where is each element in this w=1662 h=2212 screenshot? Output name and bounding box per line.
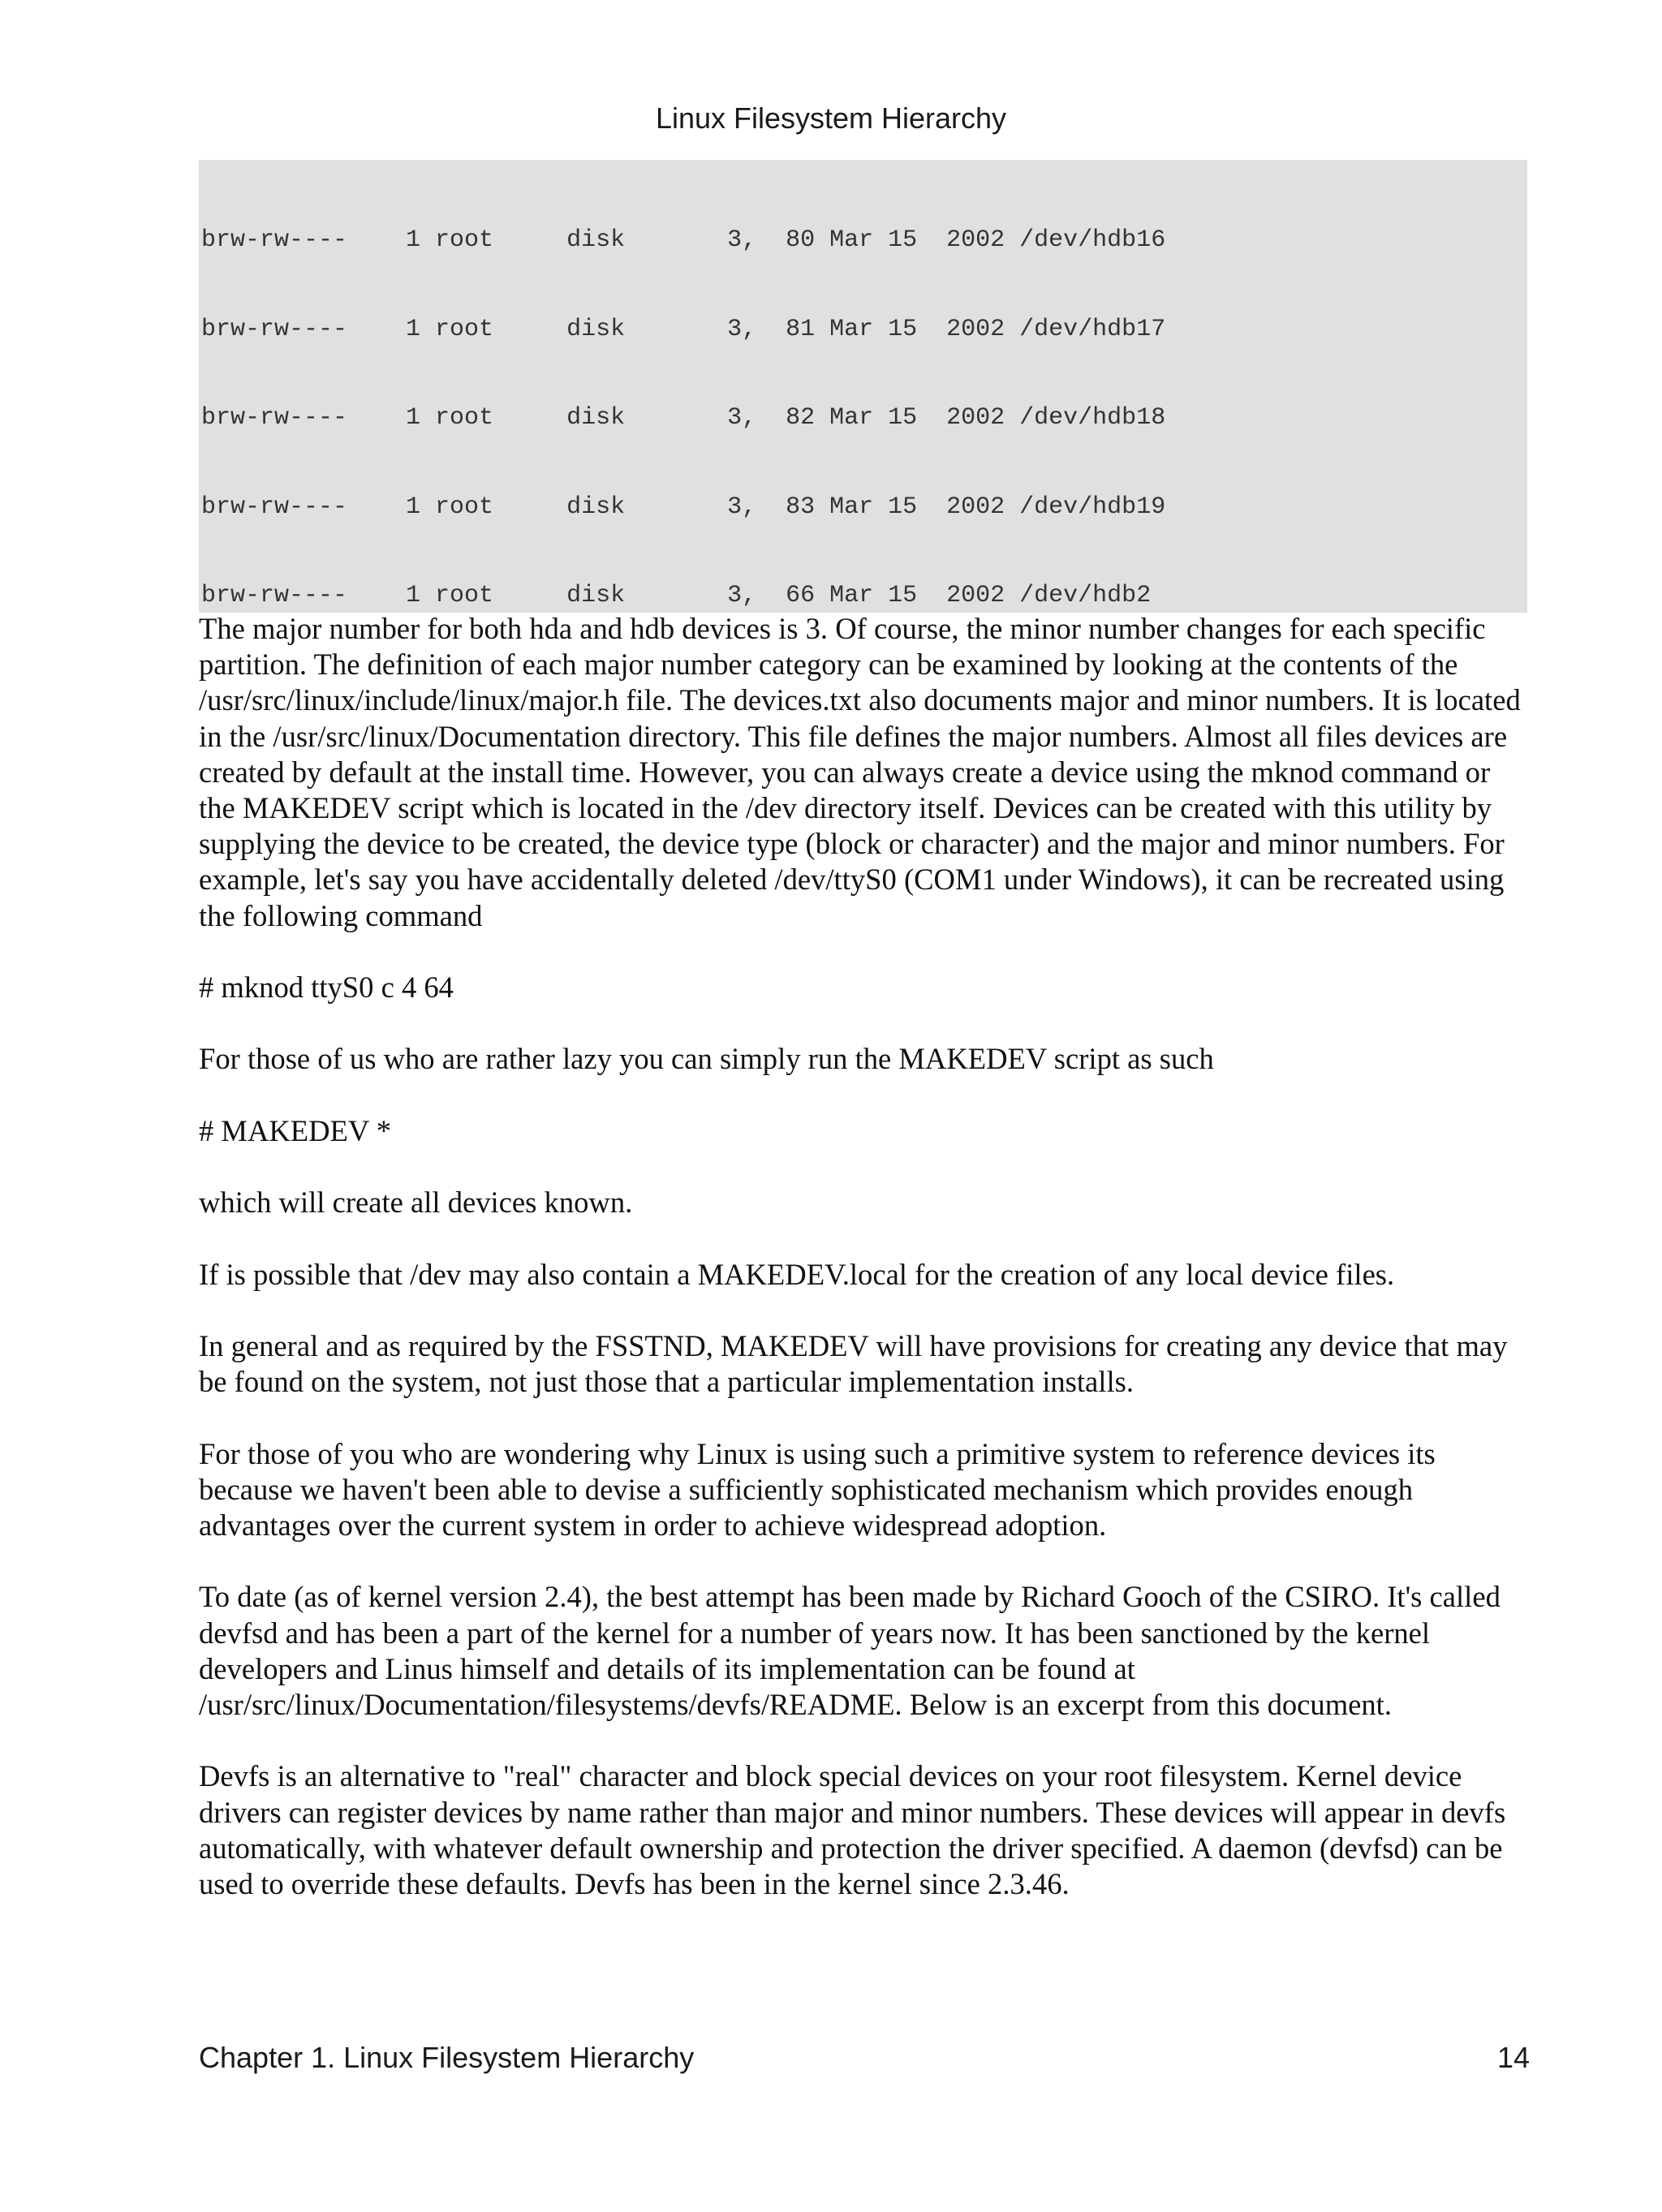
listing-row: brw-rw---- 1 root disk 3, 82 Mar 15 2002 /dev/hdb18 [201, 404, 1166, 432]
running-footer [199, 2040, 1530, 2076]
listing-row: brw-rw---- 1 root disk 3, 83 Mar 15 2002 /dev/hdb19 [201, 493, 1166, 521]
paragraph-lazy: For those of us who are rather lazy you can simply run the MAKEDEV script as such [199, 1042, 1214, 1076]
listing-row: brw-rw---- 1 root disk 3, 80 Mar 15 2002 /dev/hdb16 [201, 226, 1166, 254]
paragraph-makedev-local: If is possible that /dev may also contain a MAKEDEV.local for the creation of any local device files. [199, 1257, 1395, 1291]
body-text [199, 611, 1530, 1938]
paragraph-create-all: which will create all devices known. [199, 1186, 633, 1220]
running-header: Linux Filesystem Hierarchy [655, 101, 1007, 135]
page-number: 14 [1496, 2041, 1530, 2074]
paragraph-major-numbers: The major number for both hda and hdb devices is 3. Of course, the minor number changes for each specific partition. The definition of each major number category can be examined by looking at the contents of the /usr/src/linux/include/linux/major.h file. The devices.txt also documents major and minor numbers. It is located in the /usr/src/linux/Documentation directory. This file defines the major numbers. Almost all files devices are created by default at the install time. However, you can always create a device using the mknod command or the MAKEDEV script which is located in the /dev directory itself. Devices can be created with this utility by supplying the device to be created, the device type (block or character) and the major and minor numbers. For example, let's say you have accidentally deleted /dev/ttyS0 (COM1 under Windows), it can be recreated using the following command [199, 612, 1521, 932]
paragraph-primitive-system: For those of you who are wondering why Linux is using such a primitive system to reference devices its because we haven't been able to devise a sufficiently sophisticated mechanism which provides enough advantages over the current system in order to achieve widespread adoption. [199, 1436, 1436, 1542]
device-listing [199, 160, 1527, 613]
command-mknod: # mknod ttyS0 c 4 64 [199, 970, 454, 1005]
command-makedev: # MAKEDEV * [199, 1113, 392, 1147]
paragraph-fsstnd: In general and as required by the FSSTND, MAKEDEV will have provisions for creating any device that may be found on the system, not just those that a particular implementation installs. [199, 1328, 1508, 1399]
listing-row: brw-rw---- 1 root disk 3, 66 Mar 15 2002 /dev/hdb2 [201, 582, 1152, 609]
listing-row: brw-rw---- 1 root disk 3, 81 Mar 15 2002 /dev/hdb17 [201, 315, 1166, 343]
footer-chapter-title: Chapter 1. Linux Filesystem Hierarchy [199, 2041, 695, 2074]
paragraph-devfsd: To date (as of kernel version 2.4), the best attempt has been made by Richard Gooch of the CSIRO. It's called devfsd and has been a part of the kernel for a number of years now. It has been sanctioned by the kernel developers and Linus himself and details of its implementation can be found at /usr/src/linux/Documentation/filesystems/devfs/README. Below is an excerpt from this document. [199, 1580, 1501, 1721]
paragraph-devfs-excerpt: Devfs is an alternative to "real" character and block special devices on your root filesystem. Kernel device drivers can register devices by name rather than major and minor numbers. These devices will appear in devfs automatically, with whatever default ownership and protection the driver specified. A daemon (devfsd) can be used to override these defaults. Devfs has been in the kernel since 2.3.46. [199, 1759, 1506, 1900]
